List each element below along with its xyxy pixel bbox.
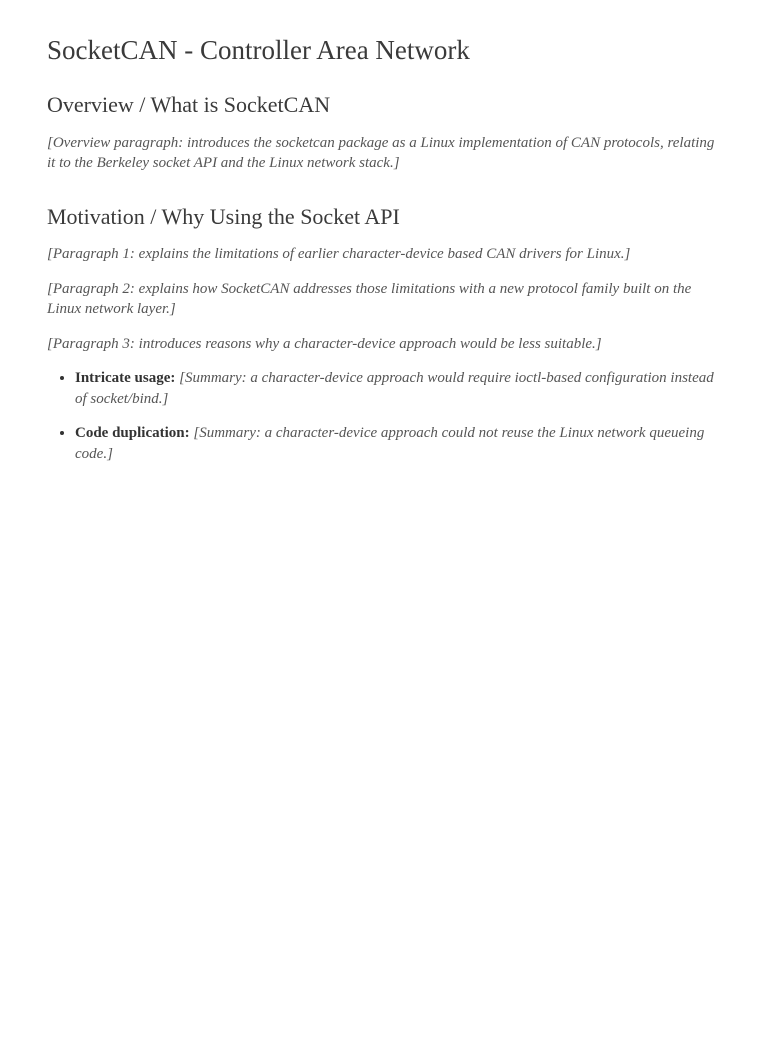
overview-section [47, 92, 721, 173]
list-item-code-duplication [75, 423, 721, 464]
motivation-paragraph-3: [Paragraph 3: introduces reasons why a character-device approach would be less suitable.] [47, 335, 602, 352]
reasons-list [47, 368, 721, 464]
overview-paragraph: [Overview paragraph: introduces the socketcan package as a Linux implementation of CAN protocols, relating it to the Berkeley socket API and the Linux network stack.] [47, 134, 715, 172]
list-item-text: [Summary: a character-device approach would require ioctl-based configuration instead of socket/bind.] [75, 370, 714, 407]
overview-heading: Overview / What is SocketCAN [47, 92, 331, 118]
list-item-text: [Summary: a character-device approach could not reuse the Linux network queueing code.] [75, 425, 705, 462]
page-title: SocketCAN - Controller Area Network [47, 35, 470, 65]
list-item-label: Code duplication: [75, 425, 190, 442]
document-page [0, 34, 768, 464]
motivation-paragraph-2: [Paragraph 2: explains how SocketCAN addresses those limitations with a new protocol family built on the Linux network layer.] [47, 280, 692, 318]
motivation-section [47, 204, 721, 464]
list-item-intricate-usage [75, 368, 721, 409]
list-item-label: Intricate usage: [75, 370, 176, 387]
motivation-heading: Motivation / Why Using the Socket API [47, 203, 400, 229]
motivation-paragraph-1: [Paragraph 1: explains the limitations of earlier character-device based CAN drivers for Linux.] [47, 246, 631, 263]
